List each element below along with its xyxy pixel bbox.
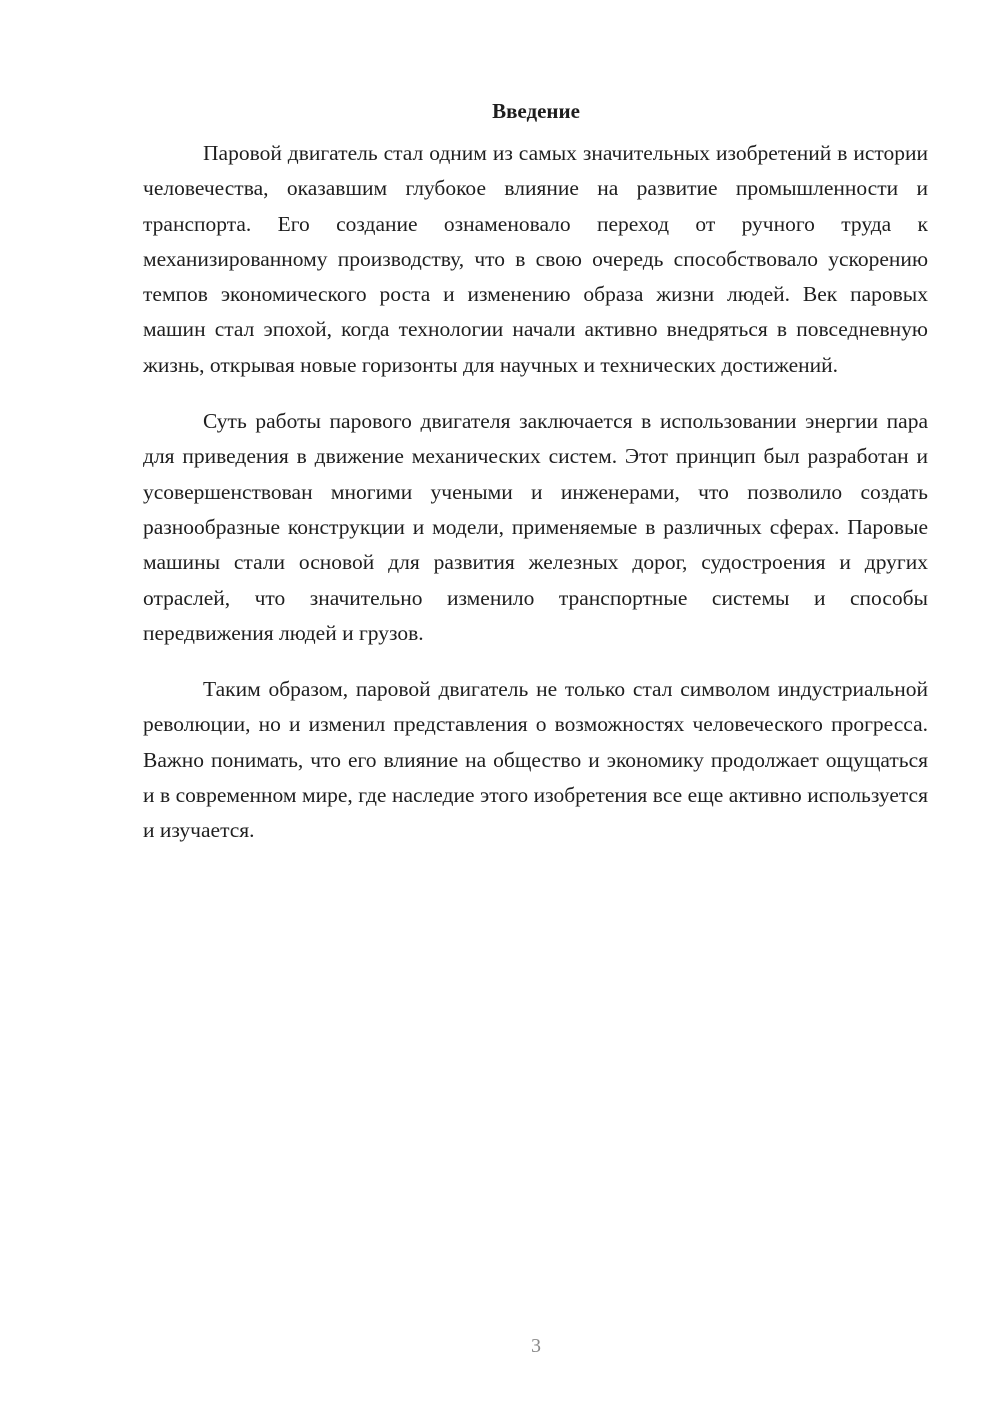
paragraph-1: Паровой двигатель стал одним из самых значительных изобретений в истории человечества, оказавшим глубокое влияние на развитие промышленности и транспорта. Его создание ознаменовало переход от ручного труда к механизированному производству, что в свою очередь способствовало ускорению темпов экономического роста и изменению образа жизни людей. Век паровых машин стал эпохой, когда технологии начали активно внедряться в повседневную жизнь, открывая новые горизонты для научных и технических достижений.	[143, 141, 928, 377]
section-heading: Введение	[492, 99, 580, 123]
paragraph-3: Таким образом, паровой двигатель не только стал символом индустриальной революции, но и изменил представления о возможностях человеческого прогресса. Важно понимать, что его влияние на общество и экономику продолжает ощущаться и в современном мире, где наследие этого изобретения все еще активно используется и изучается.	[143, 677, 928, 843]
paragraph-2: Суть работы парового двигателя заключается в использовании энергии пара для приведения в движение механических систем. Этот принцип был разработан и усовершенствован многими учеными и инженерами, что позволило создать разнообразные конструкции и модели, применяемые в различных сферах. Паровые машины стали основой для развития железных дорог, судостроения и других отраслей, что значительно изменило транспортные системы и способы передвижения людей и грузов.	[143, 409, 928, 645]
page-number: 3	[531, 1335, 541, 1357]
page-content	[143, 96, 928, 870]
